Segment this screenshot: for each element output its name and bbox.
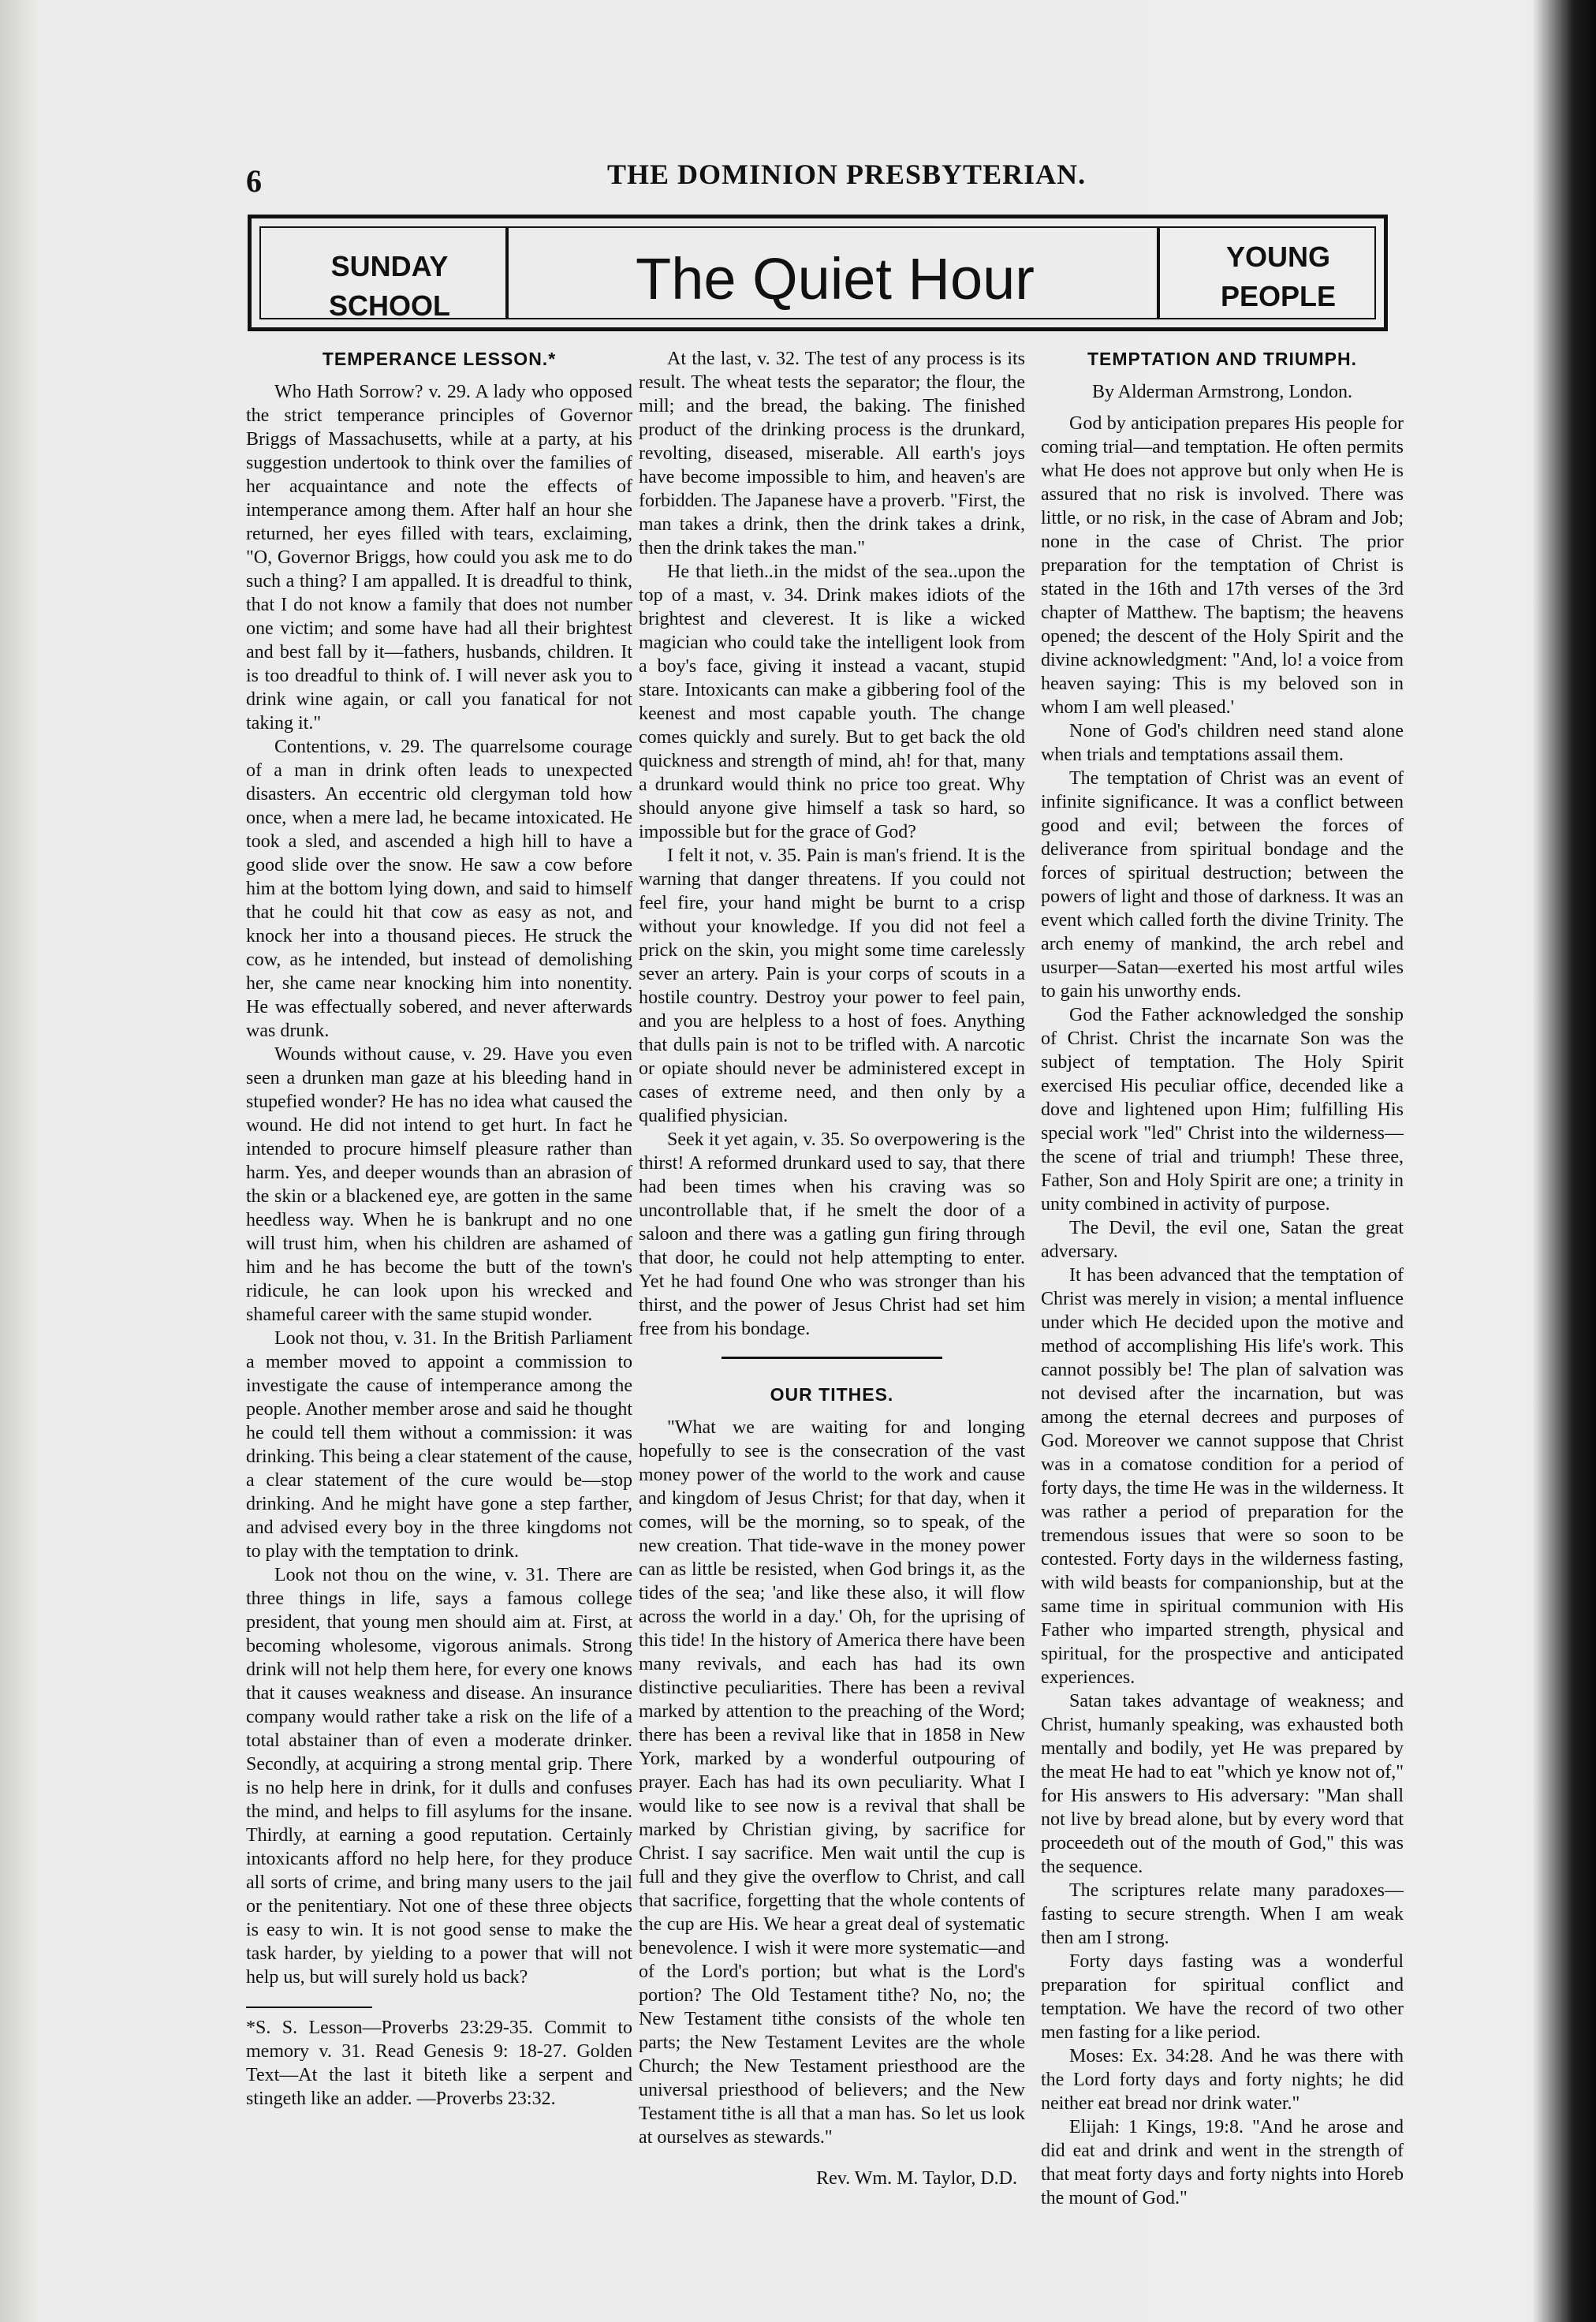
temperance-heading: TEMPERANCE LESSON.* xyxy=(322,349,557,369)
temperance-paragraph: Look not thou on the wine, v. 31. There are three things in life, says a famous college president, that young men should aim at. First, at becoming wholesome, vigorous animals. Strong drink will not help them here, for every one knows that it causes weakness and disease. An insurance company would rather take a risk on the life of a total abstainer than of even a moderate drinker. Secondly, at acquiring a strong mental grip. There is no help here in drink, for it dulls and confuses the mind, and helps to fill asylums for the insane. Thirdly, at earning a good reputation. Certainly intoxicants afford no help here, for they produce all sorts of crime, and bring many users to the jail or the penitentiary. Not one of these three objects is easy to win. It is not good sense to make the task harder, by yielding to a power that will not help us, but will surely hold us back? xyxy=(246,1565,632,1988)
temptation-paragraph: God by anticipation prepares His people for coming trial—and temptation. He often permits what He does not approve but only when He is assured that no risk is involved. There was little, or no risk, in the case of Abram and Job; none in the case of Christ. The prior preparation for the temptation of Christ is stated in the 16th and 17th verses of the 3rd chapter of Matthew. The baptism; the heavens opened; the descent of the Holy Spirit and the divine acknowledgment: "And, lo! a voice from heaven saying: This is my beloved son in whom I am well pleased.' xyxy=(1041,413,1404,718)
banner-right-line1: YOUNG xyxy=(1225,241,1330,273)
temperance-paragraph: At the last, v. 32. The test of any process is its result. The wheat tests the separator; the flour, the mill; and the bread, the baking. The finished product of the drinking process is the drunkard, revolting, diseased, miserable. All earth's joys have become impossible to him, and heaven's are forbidden. The Japanese have a proverb. "First, the man takes a drink, then the drink takes a drink, then the drink takes the man." xyxy=(639,349,1025,558)
temptation-paragraph: Satan takes advantage of weakness; and Christ, humanly speaking, was exhausted both mentally and bodily, yet He was prepared by the meat He had to eat "which ye know not of," for His answers to His adversary: "Man shall not live by bread alone, but by every word that proceedeth out of the mouth of God," this was the sequence. xyxy=(1041,1691,1404,1877)
footnote-text: *S. S. Lesson—Proverbs 23:29-35. Commit to memory v. 31. Read Genesis 9: 18-27. Golden Text—At the last it biteth like a serpent and stingeth like an adder. —Proverbs 23:32. xyxy=(246,2018,632,2109)
temptation-heading: TEMPTATION AND TRIUMPH. xyxy=(1087,349,1357,369)
tithes-heading: OUR TITHES. xyxy=(770,1384,894,1405)
temptation-paragraph: It has been advanced that the temptation of Christ was merely in vision; a mental influence under which He decided upon the motive and method of accomplishing His life's work. This cannot possibly be! The plan of salvation was not devised after the incarnation, but was among the eternal decrees and purposes of God. Moreover we cannot suppose that Christ was in a comatose condition for a period of forty days, the time He was in the wilderness. It was rather a period of preparation for the tremendous issues that were so soon to be contested. Forty days in the wilderness fasting, with wild beasts for companionship, but at the same time in spiritual communion with His Father who imparted strength, physical and spiritual, for the prospective and anticipated experiences. xyxy=(1041,1265,1404,1688)
banner-inner-frame xyxy=(259,226,1376,322)
temperance-paragraph: He that lieth..in the midst of the sea..upon the top of a mast, v. 34. Drink makes idiots of the brightest and cleverest. It is like a wicked magician who could take the intelligent look from a boy's face, giving it instead a vacant, stupid stare. Intoxicants can make a gibbering fool of the keenest and most capable youth. The change comes quickly and surely. But to get back the old quickness and strength of mind, ah! for that, many a drunkard would think no price too great. Why should anyone give himself a task so hard, so impossible but for the grace of God? xyxy=(639,562,1025,842)
banner-sunday-school xyxy=(283,247,496,326)
temptation-paragraph: The Devil, the evil one, Satan the great adversary. xyxy=(1041,1218,1404,1262)
temperance-paragraph: Contentions, v. 29. The quarrelsome courage of a man in drink often leads to unexpected disasters. An eccentric old clergyman told how once, when a mere lad, he became intoxicated. He took a sled, and ascended a high hill to have a good slide over the snow. He saw a cow before him at the bottom lying down, and said to himself that he could hit that cow as easy as not, and knock her into a thousand pieces. He struck the cow, as he intended, but instead of demolishing her, she came near knocking him into nonentity. He was effectually sobered, and never afterwards was drunk. xyxy=(246,737,632,1041)
column-1 xyxy=(246,347,632,2111)
banner-title: The Quiet Hour xyxy=(636,246,1035,312)
temperance-paragraph: Wounds without cause, v. 29. Have you even seen a drunken man gaze at his bleeding hand in stupefied wonder? He has no idea what caused the wound. He did not intend to get hurt. In fact he intended to procure himself pleasure rather than harm. Yes, and deeper wounds than an abrasion of the skin or a blackened eye, are gotten in the same heedless way. When he is bankrupt and no one will trust him, when his children are ashamed of him and he has become the butt of the town's ridicule, he can look upon his wrecked and shameful career with the same stupid wonder. xyxy=(246,1044,632,1325)
temptation-paragraph: Forty days fasting was a wonderful preparation for spiritual conflict and temptation. We have the record of two other men fasting for a like period. xyxy=(1041,1951,1404,2043)
banner-divider-left xyxy=(505,228,509,318)
temptation-paragraph: The scriptures relate many paradoxes—fasting to secure strength. When I am weak then am I strong. xyxy=(1041,1880,1404,1948)
column-3 xyxy=(1041,347,1404,2210)
temptation-paragraph: Elijah: 1 Kings, 19:8. "And he arose and did eat and drink and went in the strength of that meat forty days and forty nights into Horeb the mount of God." xyxy=(1041,2117,1404,2208)
running-title: THE DOMINION PRESBYTERIAN. xyxy=(607,159,1087,190)
banner-left-line2: SCHOOL xyxy=(328,289,450,322)
temperance-paragraph: I felt it not, v. 35. Pain is man's friend. It is the warning that danger threatens. If you could not feel fire, your hand might be burnt to a crisp without your knowledge. If you did not feel a prick on the skin, you might some time carelessly sever an artery. Pain is your corps of scouts in a hostile country. Destroy your power to feel pain, and you are helpless to a host of foes. Anything that dulls pain is not to be trifled with. A narcotic or opiate should never be administered except in cases of extreme need, and then only by a qualified physician. xyxy=(639,846,1025,1126)
temptation-paragraph: None of God's children need stand alone when trials and temptations assail them. xyxy=(1041,721,1404,765)
temptation-paragraph: Moses: Ex. 34:28. And he was there with the Lord forty days and forty nights; he did neither eat bread nor drink water." xyxy=(1041,2046,1404,2114)
tithes-paragraph: "What we are waiting for and longing hopefully to see is the consecration of the vast money power of the world to the work and cause and kingdom of Jesus Christ; for that day, when it comes, will be the morning, so to speak, of the new creation. That tide-wave in the money power can as little be resisted, when God brings it, as the tides of the sea; 'and like these also, it will flow across the world in a day.' Oh, for the uprising of this tide! In the history of America there have been many revivals, and each has had its own distinctive peculiarities. There has been a revival marked by attention to the preaching of the Word; there has been a revival like that in 1858 in New York, marked by a wonderful outpouring of prayer. Each has had its own peculiarity. What I would like to see now is a revival that shall be marked by Christian giving, by sacrifice for Christ. I say sacrifice. Men wait until the cup is full and they give the overflow to Christ, and call that sacrifice, forgetting that the whole contents of the cup are His. We hear a great deal of systematic benevolence. I wish it were more systematic—and of the Lord's portion; but what is the Lord's portion? The Old Testament tithe? No, no; the New Testament tithe consists of the whole ten parts; the New Testament Levites are the whole Church; the New Testament priesthood are the universal priesthood of believers; and the New Testament tithe is all that a man has. So let us look at ourselves as stewards." xyxy=(639,1417,1025,2148)
banner-divider-right xyxy=(1157,228,1160,318)
temperance-paragraph: Who Hath Sorrow? v. 29. A lady who opposed the strict temperance principles of Governor Briggs of Massachusetts, while at a party, at his suggestion undertook to think over the families of her acquaintance and note the effects of intemperance among them. After half an hour she returned, her eyes filled with tears, exclaiming, "O, Governor Briggs, how could you ask me to do such a thing? I am appalled. It is dreadful to think, that I do not know a family that does not number one victim; and some have had all their brightest and best fall by it—fathers, husbands, children. It is too dreadful to think of. I will never ask you to drink wine again, or call you fanatical for not taking it." xyxy=(246,382,632,734)
footnote-rule xyxy=(246,2007,372,2008)
tithes-signature: Rev. Wm. M. Taylor, D.D. xyxy=(816,2168,1017,2189)
temptation-paragraph: The temptation of Christ was an event of infinite significance. It was a conflict between good and evil; between the forces of deliverance from spiritual bondage and the forces of spiritual destruction; between the powers of light and those of darkness. It was an event which called forth the divine Trinity. The arch enemy of mankind, the arch rebel and usurper—Satan—exerted his most artful wiles to gain his unworthy ends. xyxy=(1041,768,1404,1002)
temperance-paragraph: Look not thou, v. 31. In the British Parliament a member moved to appoint a commission to investigate the cause of intemperance among the people. Another member arose and said he thought he could tell them without a commission: it was drinking. This being a clear statement of the cause, a clear statement of the cure would be—stop drinking. And he might have gone a step farther, and advised every boy in the three kingdoms not to play with the temptation to drink. xyxy=(246,1328,632,1562)
section-banner xyxy=(248,215,1388,331)
temptation-byline: By Alderman Armstrong, London. xyxy=(1092,382,1352,402)
temptation-paragraph: God the Father acknowledged the sonship of Christ. Christ the incarnate Son was the subject of temptation. The Holy Spirit exercised His peculiar office, decended like a dove and lightened upon Him; fulfilling His special work "led" Christ into the wilderness—the scene of trial and triumph! These three, Father, Son and Holy Spirit are one; a trinity in unity combined in activity of purpose. xyxy=(1041,1005,1404,1215)
column-2 xyxy=(639,347,1025,2190)
banner-young-people xyxy=(1168,237,1389,316)
banner-left-line1: SUNDAY xyxy=(330,250,449,282)
article-separator xyxy=(722,1357,942,1359)
temperance-paragraph: Seek it yet again, v. 35. So overpowering is the thirst! A reformed drunkard used to say, that there had been times when his craving was so uncontrollable that, if he smelt the door of a saloon and there was a gatling gun firing through that door, he could not help attempting to enter. Yet he had found One who was stronger than his thirst, and the power of Jesus Christ had set him free from his bondage. xyxy=(639,1129,1025,1339)
page-number: 6 xyxy=(246,163,262,199)
lesson-footnote xyxy=(246,2016,632,2111)
banner-right-line2: PEOPLE xyxy=(1220,280,1337,312)
